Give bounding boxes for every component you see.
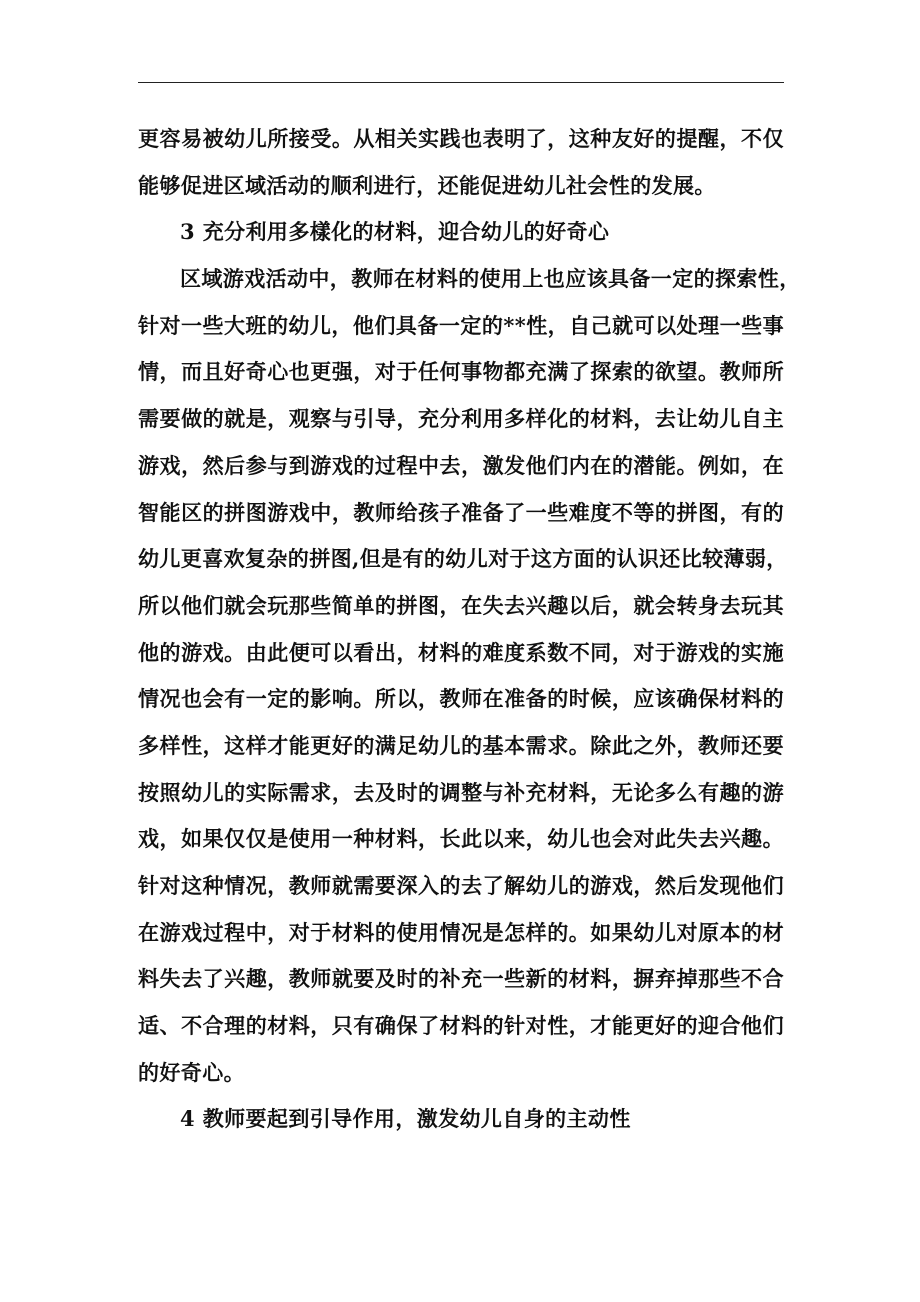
paragraph-line: 更容易被幼儿所接受。从相关实践也表明了，这种友好的提醒，不仅 [138,126,784,151]
paragraph-line: 他的游戏。由此便可以看出，材料的难度系数不同，对于游戏的实施 [138,639,784,665]
paragraph-line: 智能区的拼图游戏中，教师给孩子准备了一些难度不等的拼图，有的 [138,499,784,525]
paragraph-line: 需要做的就是，观察与引导，充分利用多样化的材料，去让幼儿自主 [138,406,784,432]
paragraph-line: 按照幼儿的实际需求，去及时的调整与补充材料，无论多么有趣的游 [138,779,784,805]
paragraph-line: 多样性，这样才能更好的满足幼儿的基本需求。除此之外，教师还要 [138,732,784,758]
section-heading: 3 充分利用多樣化的材料，迎合幼儿的好奇心 [180,219,610,245]
paragraph-line: 针对这种情况，教师就需要深入的去了解幼儿的游戏，然后发现他们 [138,873,784,898]
section-heading: 4 教师要起到引导作用，激发幼儿自身的主动性 [180,1106,631,1132]
paragraph-line: 情况也会有一定的影响。所以，教师在准备的时候，应该确保材料的 [138,686,784,712]
paragraph-line: 幼儿更喜欢复杂的拼图,但是有的幼儿对于这方面的认识还比较薄弱， [138,546,788,572]
document-body [138,116,801,1143]
paragraph-line: 料失去了兴趣，教师就要及时的补充一些新的材料，摒弃掉那些不合 [138,966,784,992]
paragraph-line: 情，而且好奇心也更强，对于任何事物都充满了探索的欲望。教师所 [138,359,784,385]
paragraph-line: 针对一些大班的幼儿，他们具备一定的**性，自己就可以处理一些事 [138,312,784,338]
paragraph-line: 适、不合理的材料，只有确保了材料的针对性，才能更好的迎合他们 [138,1013,784,1039]
header-rule [138,82,784,83]
paragraph-line: 游戏，然后参与到游戏的过程中去，激发他们内在的潜能。例如，在 [138,452,784,478]
paragraph-line: 能够促进区域活动的顺利进行，还能促进幼儿社会性的发展。 [138,172,716,198]
paragraph-line: 所以他们就会玩那些简单的拼图，在失去兴趣以后，就会转身去玩其 [138,592,784,618]
paragraph-line: 戏，如果仅仅是使用一种材料，长此以来，幼儿也会对此失去兴趣。 [138,826,784,852]
paragraph-line: 区域游戏活动中，教师在材料的使用上也应该具备一定的探索性， [180,266,801,292]
paragraph-line: 的好奇心。 [138,1059,245,1085]
paragraph-line: 在游戏过程中，对于材料的使用情况是怎样的。如果幼儿对原本的材 [138,919,784,945]
